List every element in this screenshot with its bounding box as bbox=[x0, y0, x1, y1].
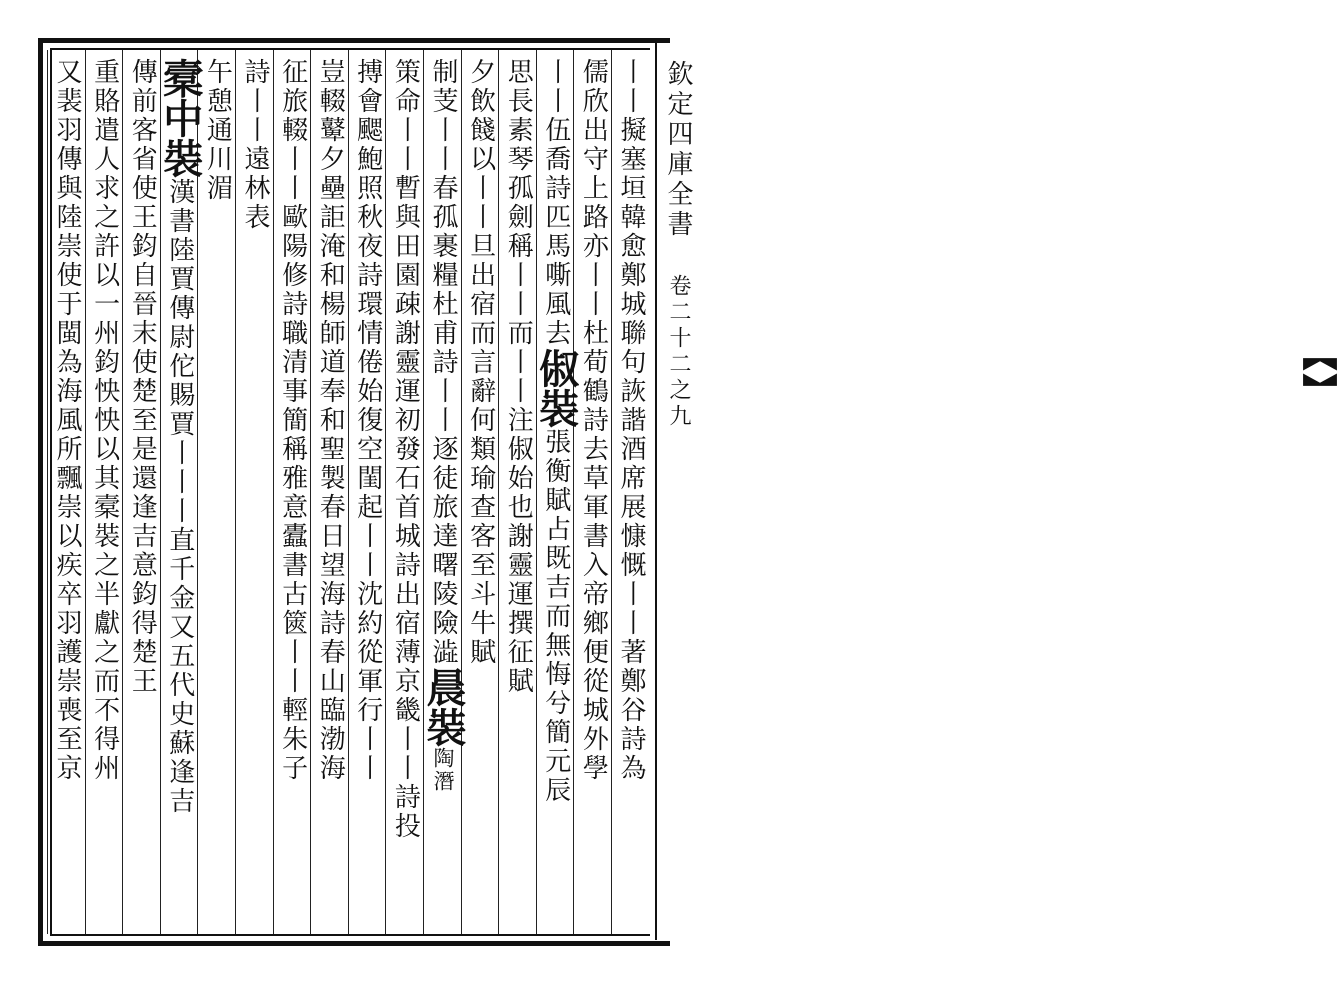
column-text: 丨丨伍喬詩匹馬嘶風去 bbox=[540, 58, 571, 348]
column-text: 儒欣出守上路亦丨丨杜荀鶴詩去草軍書入帝鄉便從城外學 bbox=[578, 58, 609, 783]
entry-heading: 槖中裝 bbox=[156, 58, 204, 178]
text-column bbox=[420, 58, 467, 928]
text-column bbox=[574, 58, 612, 928]
column-text: 制芰丨丨春孤裹糧杜甫詩丨丨逐徒旅達曙陵險澁 bbox=[428, 58, 458, 667]
text-column bbox=[156, 58, 204, 928]
text-column bbox=[532, 58, 580, 928]
column-text: 丨丨擬塞垣韓愈鄭城聯句詼諧酒席展慷慨丨丨著鄭谷詩為 bbox=[616, 58, 646, 783]
column-text: 張衡賦占既吉而無悔兮簡元辰 bbox=[540, 428, 571, 805]
column-text: 而丨丨注俶始也謝靈運撰征賦 bbox=[503, 319, 534, 696]
text-column bbox=[123, 58, 161, 928]
text-column bbox=[236, 58, 274, 928]
text-column bbox=[198, 58, 236, 928]
text-column bbox=[274, 58, 312, 928]
column-text: 漢書陸賈傳尉佗賜賈丨丨丨直千金又五代史蘇逢吉 bbox=[164, 178, 195, 816]
column-text: 搏會颸鮑照秋夜詩環情倦始復空閨起丨丨沈約從軍行丨丨 bbox=[352, 58, 383, 783]
column-text: 詩丨丨遠林表 bbox=[240, 58, 270, 232]
margin-title: 欽定四庫全書 bbox=[663, 60, 693, 240]
entry-heading: 俶裝 bbox=[532, 348, 580, 428]
column-text: 又裴羽傳與陸崇使于閩為海風所飄崇以疾卒羽護崇喪至京 bbox=[52, 58, 82, 783]
margin-volume: 卷二十二之九 bbox=[666, 274, 691, 430]
entry-heading: 晨裝 bbox=[420, 667, 467, 747]
text-column bbox=[386, 58, 424, 928]
column-rule bbox=[47, 50, 48, 934]
text-column bbox=[499, 58, 537, 928]
column-text: 征旅輟丨丨歐陽修詩職清事簡稱雅意蠹書古篋丨丨輕朱子 bbox=[277, 58, 308, 783]
column-text: 重賂遣人求之許以一州鈞怏怏以其槖裝之半獻之而不得州 bbox=[89, 58, 120, 783]
column-text: 午憩通川湄 bbox=[202, 58, 233, 203]
margin-column bbox=[652, 60, 700, 920]
text-column bbox=[612, 58, 650, 928]
column-text: 傳前客省使王鈞自晉末使楚至是還逢吉意鈞得楚王 bbox=[127, 58, 158, 696]
text-column bbox=[462, 58, 500, 928]
column-text: 夕飲餞以丨丨旦出宿而言辭何類瑜查客至斗牛賦 bbox=[465, 58, 496, 667]
fish-tail-icon bbox=[1300, 352, 1340, 392]
text-column bbox=[86, 58, 124, 928]
column-text: 豈輟鼙夕壘詎淹和楊師道奉和聖製春日望海詩春山臨渤海 bbox=[315, 58, 346, 783]
column-text: 思長素琴孤劍稱丨丨 bbox=[503, 58, 534, 319]
column-text: 策命丨丨暫與田園疎謝靈運初發石首城詩出宿薄京畿丨丨詩投 bbox=[390, 58, 421, 841]
text-column bbox=[311, 58, 349, 928]
column-text: 陶潛 bbox=[431, 747, 455, 793]
text-column bbox=[349, 58, 387, 928]
text-column bbox=[48, 58, 86, 928]
